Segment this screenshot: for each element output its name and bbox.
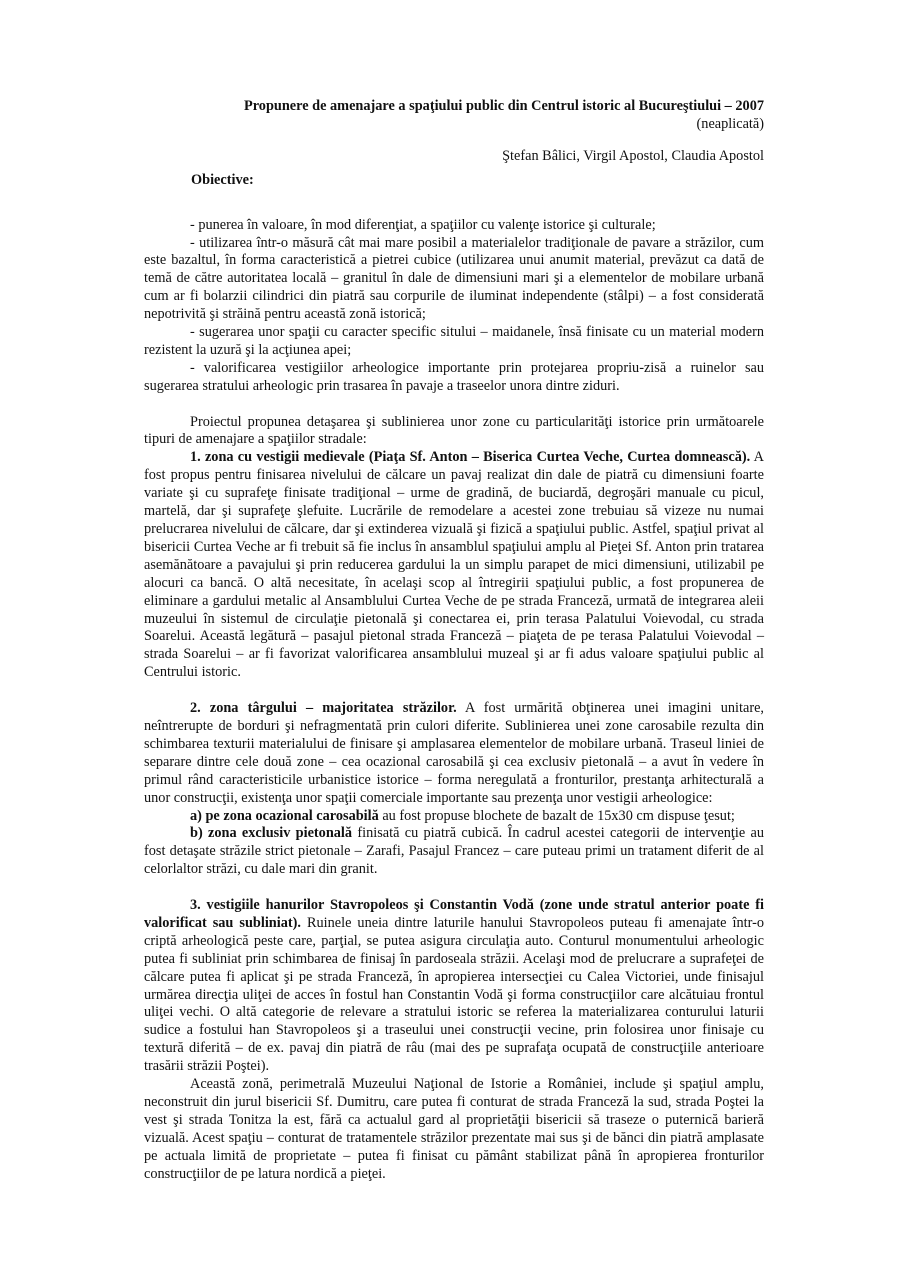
zone2-body: A fost urmărită obţinerea unei imagini unitare, neîntrerupte de borduri şi nefragmentată prin culori diferite. Sublinierea unei zone carosabile rezulta din schimbarea texturii materialului de finisare şi amplasarea elementelor de mobilare urbană. Traseul liniei de separare dintre cele două zone – cea ocazional carosabilă şi cea exclusiv pietonală – a avut în vedere în primul rând caracteristicile urbanistice istorice – forma neregulată a fronturilor, prestanţa arhitecturală a unor construcţii, existenţa unor spaţii comerciale importante sau prezenţa unor vestigii arheologice: [144,700,765,806]
objectives-heading: Obiective: [191,171,254,188]
objectives-list [144,217,764,396]
zone1-paragraph [144,449,764,682]
zone2a-paragraph [144,808,764,826]
zone2a-body: au fost propuse blochete de bazalt de 15x30 cm dispuse ţesut; [378,807,735,824]
document-page [144,98,764,1184]
zone3-paragraph [144,897,764,1076]
zone1-heading: 1. zona cu vestigii medievale (Piaţa Sf. Anton – Biserica Curtea Veche, Curtea domnească). [190,449,751,466]
zone2b-heading: b) zona exclusiv pietonală [190,825,353,842]
zone2b-paragraph [144,825,764,879]
objective-item: - punerea în valoare, în mod diferenţiat, a spaţiilor cu valenţe istorice şi culturale; [190,216,656,233]
authors-line: Ştefan Bâlici, Virgil Apostol, Claudia Apostol [502,147,764,164]
zone3-paragraph-2: Această zonă, perimetrală Muzeului Naţional de Istorie a României, include şi spaţiul amplu, neconstruit din jurul bisericii Sf. Dumitru, care putea fi conturat de strada Franceză la sud, strada Poştei la vest şi strada Tonitza la est, fără ca actualul gard al proprietăţii bisericii să traseze o puternică barieră vizuală. Acest spaţiu – conturat de tratamentele străzilor prezentate mai sus şi de bănci din piatră amplasate pe actuala limită de proprietate – putea fi finisat cu pământ stabilizat până în apropierea fronturilor construcţiilor de pe latura nordică a pieţei. [144,1076,764,1182]
zone3-body: Ruinele uneia dintre laturile hanului Stavropoleos puteau fi amenajate într-o criptă arheologică peste care, parţial, se putea asigura circulaţia auto. Conturul monumentului arheologic putea fi subliniat prin schimbarea de finisaj în pardoseala străzii. Acelaşi mod de prelucrare a suprafeţei de călcare putea fi aplicat şi pe strada Franceză, în apropierea intersecţiei cu Calea Victoriei, unde finisajul urmărea direcţia uliţei de acces în fostul han Constantin Vodă şi forma construcţiilor care alcătuiau frontul uliţei vechi. O altă categorie de relevare a stratului istoric se referea la materializarea conturului laturii sudice a fostului han Stavropoleos şi a traseului unei construcţii vecine, prin folosirea unor finisaje cu textură diferită – de ex. pavaj din piatră de râu (mai des pe suprafaţa ocupată de construcţiile anterioare trasării străzii Poştei). [144,914,764,1075]
zone2a-heading: a) pe zona ocazional carosabilă [190,807,379,824]
zone2b-body: finisată cu piatră cubică. În cadrul acestei categorii de intervenţie au fost detaşate străzile strict pietonale – Zarafi, Pasajul Francez – care puteau primi un tratament diferit de al celorlaltor străzi, cu dale mari din granit. [144,825,764,878]
document-title: Propunere de amenajare a spaţiului public din Centrul istoric al Bucureştiului – 2007 [243,98,764,114]
zone3-heading: 3. vestigiile hanurilor Stavropoleos şi Constantin Vodă (zone unde stratul anterior poate fi valorificat sau subliniat). [144,897,764,931]
document-subtitle: (neaplicată) [696,115,764,132]
zone2-paragraph [144,700,764,807]
objective-item: - utilizarea într-o măsură cât mai mare posibil a materialelor tradiţionale de pavare a străzilor, cum este bazaltul, în forma caracteristică a pietrei cubice (utilizarea unui anumit material, prevăzut ca dată de temă de către autoritatea locală – granitul în dale de dimensiuni mari şi a elementelor de mobilare urbană cum ar fi bolarzii cilindrici din piatră sau corpurile de iluminat independente (stâlpi) – a fost considerată nepotrivită şi străină pentru această zonă istorică; [144,234,764,323]
zone1-body: A fost propus pentru finisarea nivelului de călcare un pavaj realizat din dale de piatră cu dimensiuni foarte variate şi cu suprafeţe finisate tradiţional – urme de gradină, de buciardă, degroşări manuale cu picul, martelă, dar şi suprafeţe şlefuite. Lucrările de remodelare a acestei zone trebuiau să vizeze nu numai prelucrarea nivelului de călcare, dar şi extinderea vizuală şi fizică a spaţiului public. Astfel, spaţiul privat al bisericii Curtea Veche ar fi trebuit să fie inclus în ansamblul spaţiului amplu al Pieţei Sf. Anton prin tratarea asemănătoare a pavajului şi prin reducerea gardului la un simplu parapet de mici dimensiuni, utilizabil pe alocuri ca bancă. O altă necesitate, în acelaşi scop al întregirii spaţiului public, a fost propunerea de eliminare a gardului metalic al Ansamblului Curtea Veche de pe strada Franceză, urmată de integrarea aleii muzeului în sistemul de circulaţie pietonală şi conectarea ei, prin terasa Palatului Voievodal, cu strada Soarelui. Această legătură – pasajul pietonal strada Franceză – piaţeta de pe terasa Palatului Voievodal – strada Soarelui – ar fi favorizat valorificarea ansamblului muzeal şi ar fi adus valoare spaţiului public al Centrului istoric. [144,449,764,681]
objective-item: - sugerarea unor spaţii cu caracter specific sitului – maidanele, însă finisate cu un material modern rezistent la uzură şi la acţiunea apei; [144,324,764,358]
zone2-heading: 2. zona târgului – majoritatea străzilor. [190,700,457,717]
objective-item: - valorificarea vestigiilor arheologice importante prin protejarea propriu-zisă a ruinelor sau sugerarea stratului arheologic prin trasarea în pavaje a traseelor unora dintre ziduri. [144,359,764,394]
intro-paragraph: Proiectul propunea detaşarea şi sublinierea unor zone cu particularităţi istorice prin următoarele tipuri de amenajare a spaţiilor stradale: [144,413,764,448]
